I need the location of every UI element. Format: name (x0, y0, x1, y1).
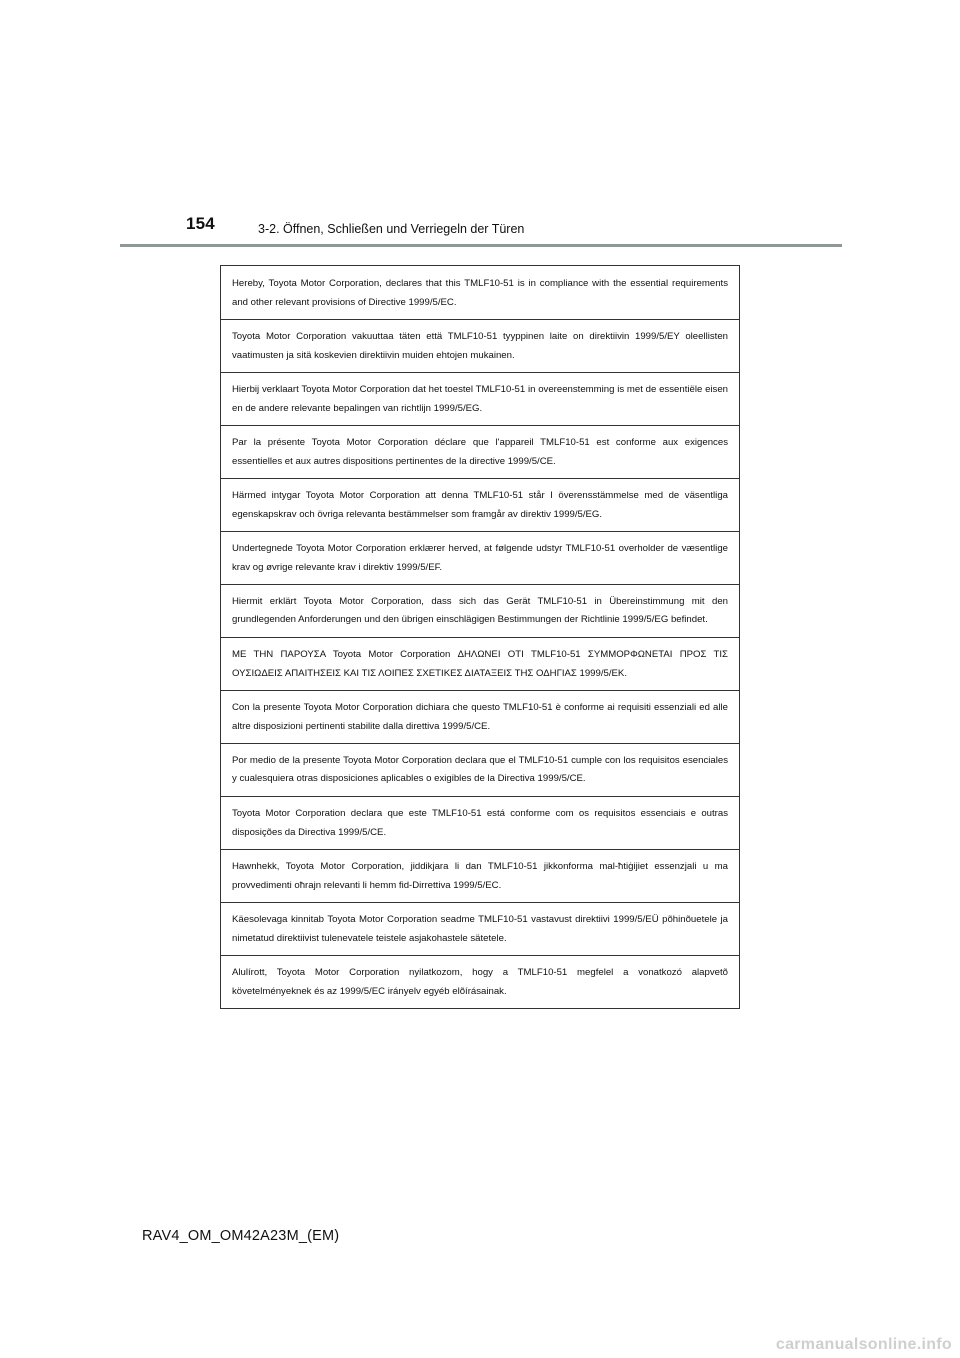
declaration-row-french (221, 425, 739, 478)
declaration-text: Hawnhekk, Toyota Motor Corporation, jiddikjara li dan TMLF10-51 jikkonforma mal-ħtiġijiet essenzjali u ma provvedimenti oħrajn relevanti li hemm fid-Dirrettiva 1999/5/EC. (232, 861, 728, 891)
declaration-row-german (221, 584, 739, 637)
declaration-text: Hereby, Toyota Motor Corporation, declares that this TMLF10-51 is in compliance with the essential requirements and other relevant provisions of Directive 1999/5/EC. (232, 277, 728, 308)
declaration-text: Par la présente Toyota Motor Corporation déclare que l'appareil TMLF10-51 est conforme aux exigences essentielles et aux autres dispositions pertinentes de la directive 1999/5/CE. (232, 437, 728, 467)
declaration-row-spanish (221, 743, 739, 796)
declaration-row-hungarian (221, 955, 739, 1008)
declaration-row-danish (221, 531, 739, 584)
declaration-row-maltese (221, 849, 739, 902)
header-divider (120, 244, 842, 247)
declaration-row-portuguese (221, 796, 739, 849)
declaration-row-swedish (221, 478, 739, 531)
declaration-text: Käesolevaga kinnitab Toyota Motor Corporation seadme TMLF10-51 vastavust direktiivi 1999/5/EÜ põhinõuetele ja nimetatud direktiivist tulenevatele teistele asjakohastele sätetele. (232, 914, 728, 944)
declaration-row-dutch (221, 372, 739, 425)
watermark: carmanualsonline.info (775, 1336, 952, 1353)
declaration-text: Por medio de la presente Toyota Motor Corporation declara que el TMLF10-51 cumple con los requisitos esenciales y cualesquiera otras disposiciones aplicables o exigibles de la Directiva 1999/5/CE. (232, 755, 728, 784)
section-title: 3-2. Öffnen, Schließen und Verriegeln der Türen (258, 222, 525, 236)
declaration-row-english (221, 266, 739, 319)
declaration-text: Toyota Motor Corporation declara que este TMLF10-51 está conforme com os requisitos essenciais e outras disposições da Directiva 1999/5/CE. (232, 808, 728, 838)
declaration-text: Toyota Motor Corporation vakuuttaa täten että TMLF10-51 tyyppinen laite on direktiivin 1999/5/EY oleellisten vaatimusten ja sitä koskevien direktiivin muiden ehtojen mukainen. (232, 331, 728, 361)
declaration-row-italian (221, 690, 739, 743)
declaration-text: Con la presente Toyota Motor Corporation dichiara che questo TMLF10-51 è conforme ai requisiti essenziali ed alle altre disposizioni pertinenti stabilite dalla direttiva 1999/5/CE. (232, 702, 728, 732)
declaration-text: Härmed intygar Toyota Motor Corporation att denna TMLF10-51 står I överensstämmelse med de väsentliga egenskapskrav och övriga relevanta bestämmelser som framgår av direktiv 1999/5/EG. (232, 490, 728, 520)
page-number: 154 (186, 214, 215, 233)
declaration-text: Hiermit erklärt Toyota Motor Corporation, dass sich das Gerät TMLF10-51 in Übereinstimmung mit den grundlegenden Anforderungen und den übrigen einschlägigen Bestimmungen der Richtlinie 1999/5/EG befindet. (232, 596, 728, 625)
declaration-row-finnish (221, 319, 739, 372)
declaration-text: Hierbij verklaart Toyota Motor Corporation dat het toestel TMLF10-51 in overeenstemming is met de essentiële eisen en de andere relevante bepalingen van richtlijn 1999/5/EG. (232, 384, 728, 414)
declaration-row-estonian (221, 902, 739, 955)
declaration-text: ΜΕ ΤΗΝ ΠΑΡΟΥΣΑ Toyota Motor Corporation ΔΗΛΩΝΕΙ ΟΤΙ TMLF10-51 ΣΥΜΜΟΡΦΩΝΕΤΑΙ ΠΡΟΣ ΤΙΣ ΟΥΣΙΩΔΕΙΣ ΑΠΑΙΤΗΣΕΙΣ ΚΑΙ ΤΙΣ ΛΟΙΠΕΣ ΣΧΕΤΙΚΕΣ ΔΙΑΤΑΞΕΙΣ ΤΗΣ ΟΔΗΓΙΑΣ 1999/5/ΕΚ. (232, 649, 728, 679)
declaration-row-greek (221, 637, 739, 690)
document-code: RAV4_OM_OM42A23M_(EM) (142, 1228, 340, 1244)
declaration-text: Alulírott, Toyota Motor Corporation nyilatkozom, hogy a TMLF10-51 megfelel a vonatkozó alapvetõ követelményeknek és az 1999/5/EC irányelv egyéb elõírásainak. (232, 967, 728, 997)
declaration-text: Undertegnede Toyota Motor Corporation erklærer herved, at følgende udstyr TMLF10-51 overholder de væsentlige krav og øvrige relevante krav i direktiv 1999/5/EF. (232, 543, 728, 573)
declarations-table (220, 265, 740, 1009)
